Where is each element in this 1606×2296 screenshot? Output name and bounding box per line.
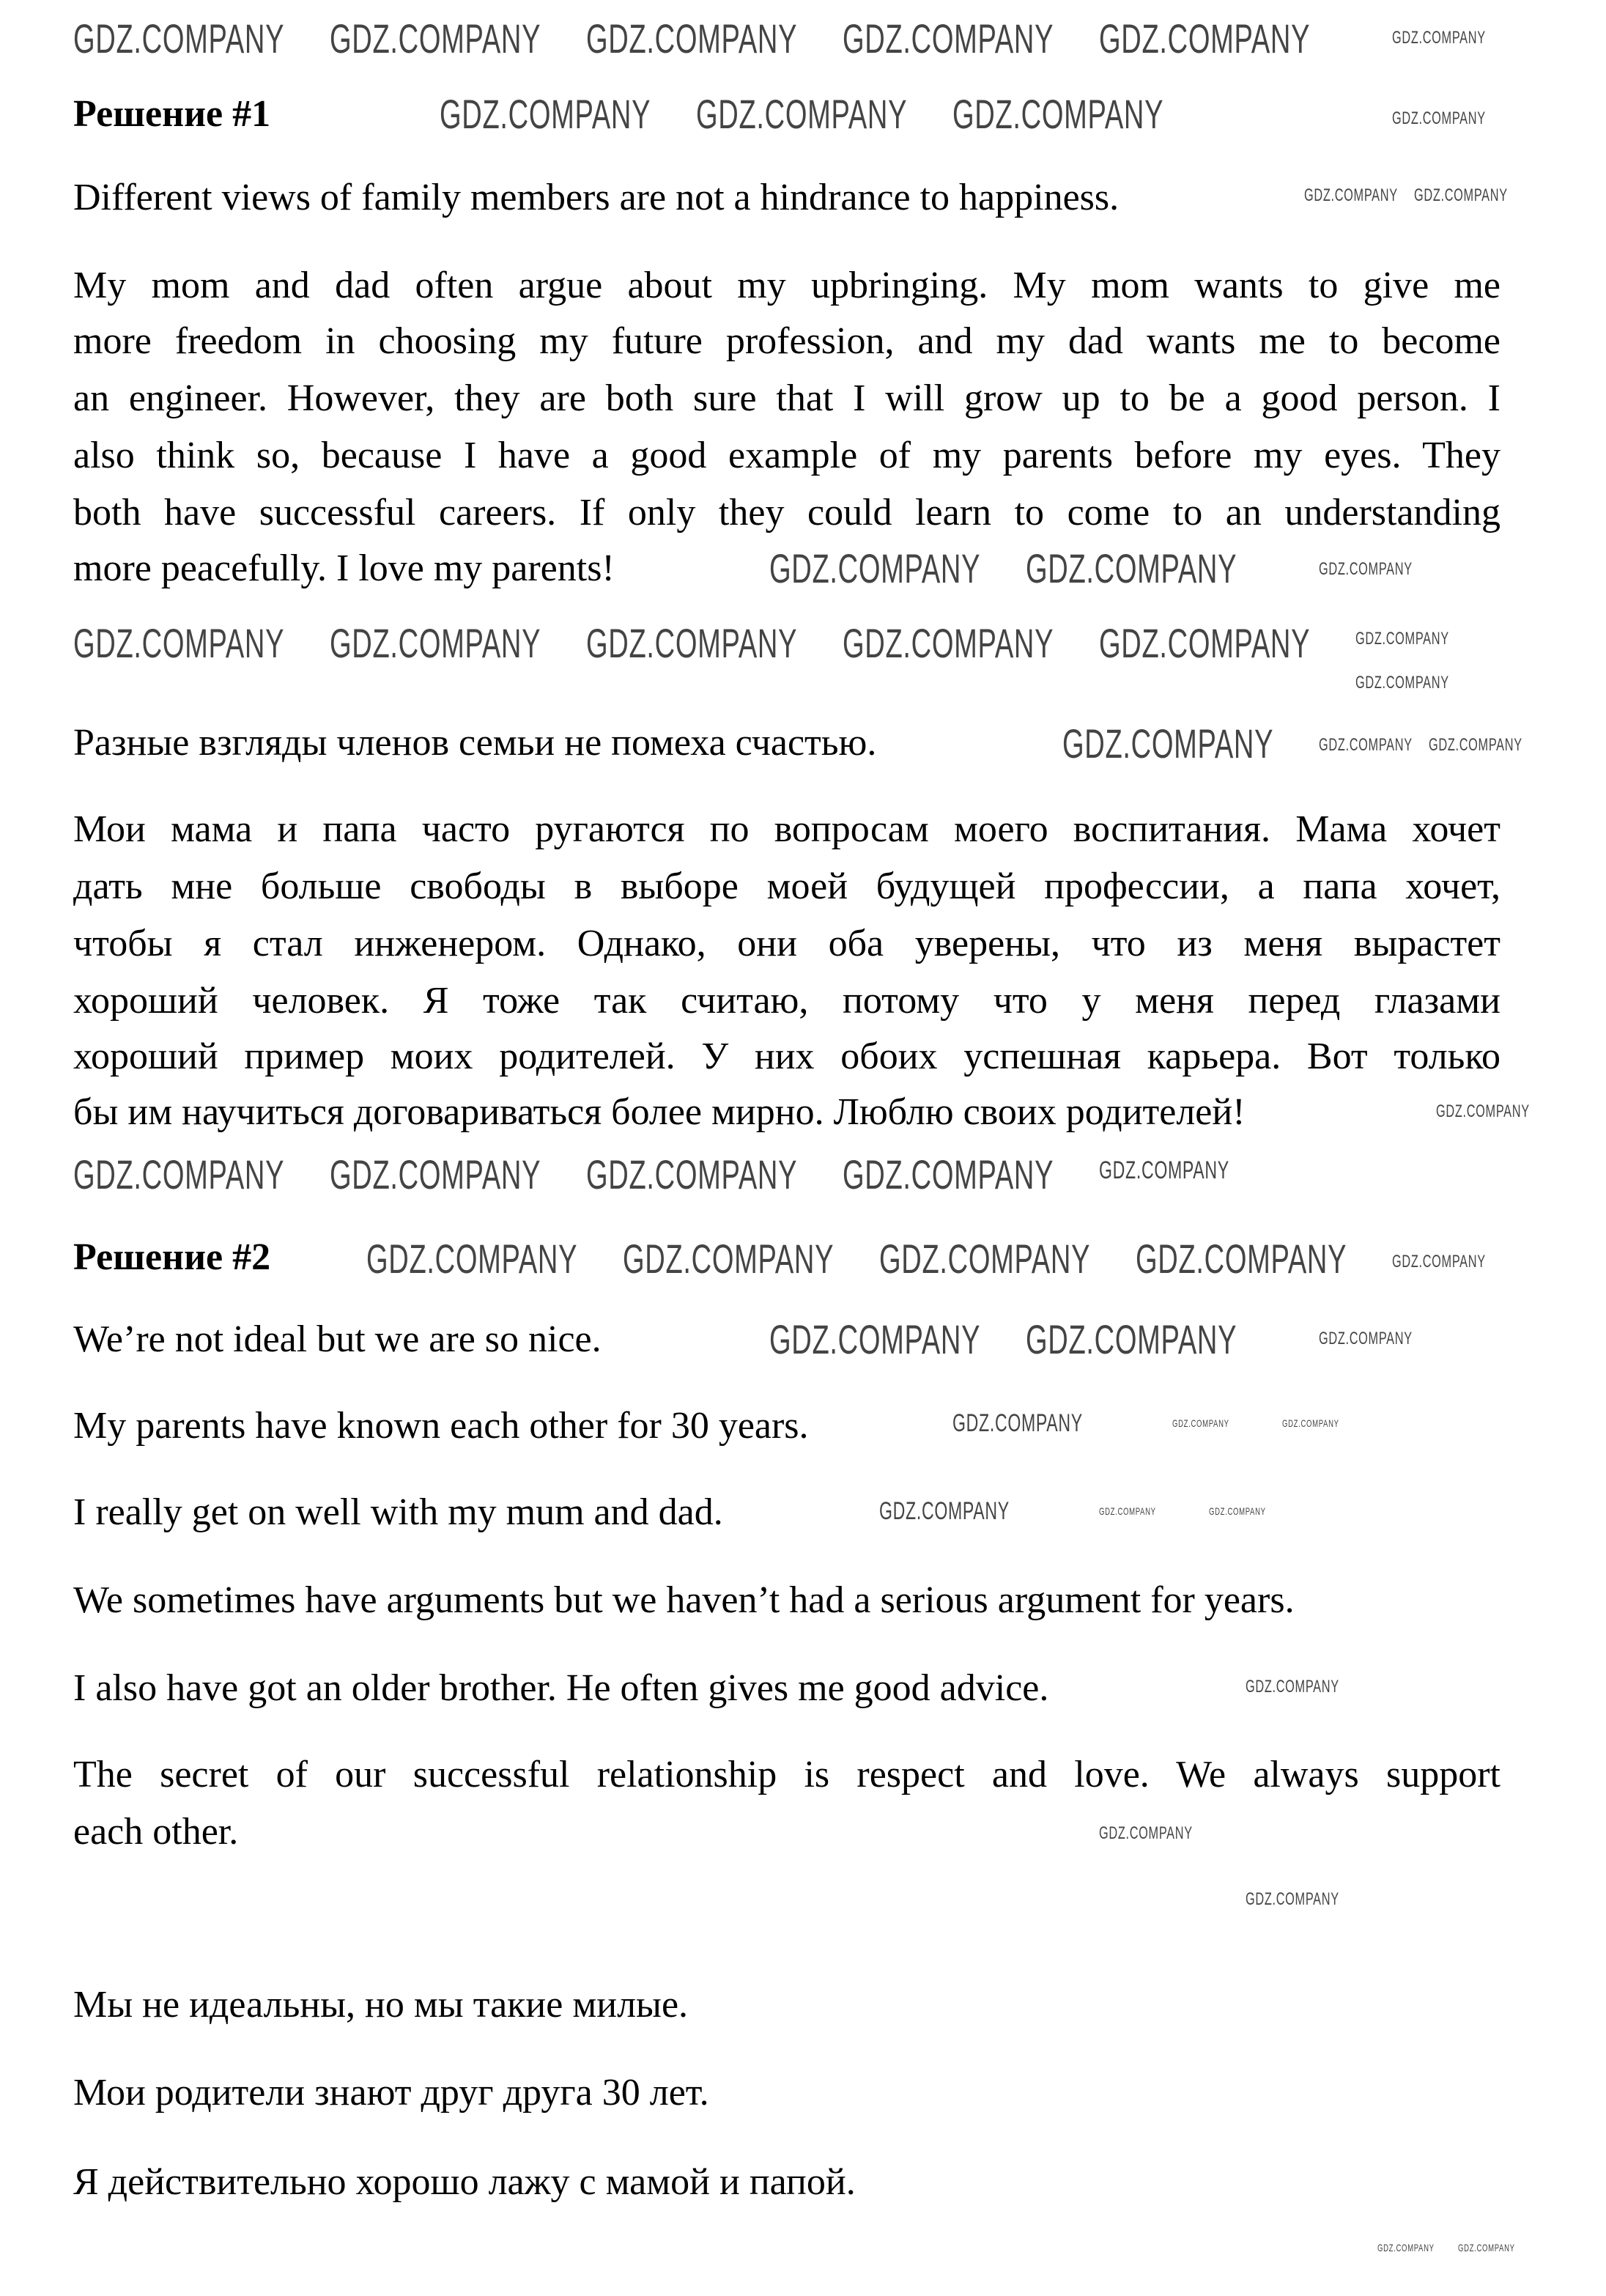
watermark: GDZ.COMPANY (1392, 28, 1486, 48)
watermark: GDZ.COMPANY (1246, 1889, 1339, 1909)
en-line: an engineer. However, they are both sure that I will grow up to be a good person. I (73, 377, 1500, 419)
watermark: GDZ.COMPANY (1355, 673, 1449, 693)
watermark: GDZ.COMPANY (1355, 629, 1449, 649)
ru-line: Мои мама и папа часто ругаются по вопросам моего воспитания. Мама хочет (73, 808, 1500, 850)
watermark: GDZ.COMPANY (1436, 1101, 1530, 1121)
watermark: GDZ.COMPANY (879, 1236, 1091, 1282)
watermark: GDZ.COMPANY (1026, 1316, 1237, 1362)
ru-line: Мы не идеальны, но мы такие милые. (73, 1984, 689, 2026)
watermark: GDZ.COMPANY (586, 15, 798, 62)
watermark: GDZ.COMPANY (73, 15, 285, 62)
watermark: GDZ.COMPANY (1458, 2242, 1515, 2253)
watermark: GDZ.COMPANY (879, 1497, 1010, 1525)
watermark: GDZ.COMPANY (843, 15, 1054, 62)
watermark: GDZ.COMPANY (1304, 185, 1398, 205)
watermark: GDZ.COMPANY (843, 620, 1054, 666)
en-line: more freedom in choosing my future profession, and my dad wants me to become (73, 320, 1500, 362)
en-line: My parents have known each other for 30 years. (73, 1405, 809, 1447)
en-line: I really get on well with my mum and dad. (73, 1491, 723, 1533)
ru-line: дать мне больше свободы в выборе моей будущей профессии, а папа хочет, (73, 865, 1500, 907)
ru-title: Разные взгляды членов семьи не помеха счастью. (73, 722, 877, 764)
solution-2-heading: Решение #2 (73, 1236, 271, 1278)
en-line: We’re not ideal but we are so nice. (73, 1318, 602, 1360)
watermark: GDZ.COMPANY (1136, 1236, 1347, 1282)
watermark: GDZ.COMPANY (1319, 735, 1413, 755)
watermark: GDZ.COMPANY (440, 91, 651, 137)
en-line: The secret of our successful relationship is respect and love. We always support (73, 1754, 1500, 1795)
watermark: GDZ.COMPANY (1099, 1156, 1229, 1184)
watermark: GDZ.COMPANY (1246, 1677, 1339, 1697)
en-line: both have successful careers. If only they could learn to come to an understanding (73, 492, 1500, 534)
ru-line: Мои родители знают друг друга 30 лет. (73, 2072, 709, 2114)
watermark: GDZ.COMPANY (843, 1151, 1054, 1197)
en-title: Different views of family members are not a hindrance to happiness. (73, 177, 1120, 218)
watermark: GDZ.COMPANY (769, 545, 981, 591)
watermark: GDZ.COMPANY (586, 1151, 798, 1197)
watermark: GDZ.COMPANY (586, 620, 798, 666)
watermark: GDZ.COMPANY (330, 1151, 541, 1197)
watermark: GDZ.COMPANY (1282, 1417, 1339, 1429)
watermark: GDZ.COMPANY (1099, 1823, 1193, 1843)
en-line: more peacefully. I love my parents! (73, 547, 615, 589)
en-line: My mom and dad often argue about my upbringing. My mom wants to give me (73, 265, 1500, 306)
watermark: GDZ.COMPANY (1392, 108, 1486, 128)
ru-line: бы им научиться договариваться более мирно. Люблю своих родителей! (73, 1091, 1246, 1133)
watermark: GDZ.COMPANY (952, 1409, 1083, 1437)
en-line: each other. (73, 1811, 239, 1853)
solution-1-heading: Решение #1 (73, 93, 271, 135)
en-line: We sometimes have arguments but we haven’t had a serious argument for years. (73, 1579, 1295, 1621)
watermark: GDZ.COMPANY (1414, 185, 1508, 205)
watermark: GDZ.COMPANY (1099, 15, 1311, 62)
watermark: GDZ.COMPANY (1377, 2242, 1435, 2253)
watermark: GDZ.COMPANY (1062, 720, 1274, 767)
watermark: GDZ.COMPANY (366, 1236, 578, 1282)
ru-line: хороший человек. Я тоже так считаю, потому что у меня перед глазами (73, 980, 1500, 1022)
watermark: GDZ.COMPANY (769, 1316, 981, 1362)
ru-line: хороший пример моих родителей. У них обоих успешная карьера. Вот только (73, 1036, 1500, 1077)
en-line: also think so, because I have a good example of my parents before my eyes. They (73, 435, 1500, 476)
watermark: GDZ.COMPANY (330, 620, 541, 666)
ru-line: чтобы я стал инженером. Однако, они оба уверены, что из меня вырастет (73, 923, 1500, 964)
en-line: I also have got an older brother. He often gives me good advice. (73, 1667, 1049, 1709)
watermark: GDZ.COMPANY (1209, 1505, 1266, 1517)
watermark: GDZ.COMPANY (1392, 1252, 1486, 1271)
watermark: GDZ.COMPANY (1319, 559, 1413, 579)
watermark: GDZ.COMPANY (696, 91, 908, 137)
ru-line: Я действительно хорошо лажу с мамой и папой. (73, 2161, 856, 2203)
watermark: GDZ.COMPANY (330, 15, 541, 62)
watermark: GDZ.COMPANY (73, 1151, 285, 1197)
watermark: GDZ.COMPANY (1172, 1417, 1229, 1429)
watermark: GDZ.COMPANY (1429, 735, 1522, 755)
watermark: GDZ.COMPANY (1099, 620, 1311, 666)
watermark: GDZ.COMPANY (73, 620, 285, 666)
watermark: GDZ.COMPANY (952, 91, 1164, 137)
watermark: GDZ.COMPANY (1026, 545, 1237, 591)
watermark: GDZ.COMPANY (623, 1236, 835, 1282)
watermark: GDZ.COMPANY (1319, 1329, 1413, 1348)
watermark: GDZ.COMPANY (1099, 1505, 1156, 1517)
